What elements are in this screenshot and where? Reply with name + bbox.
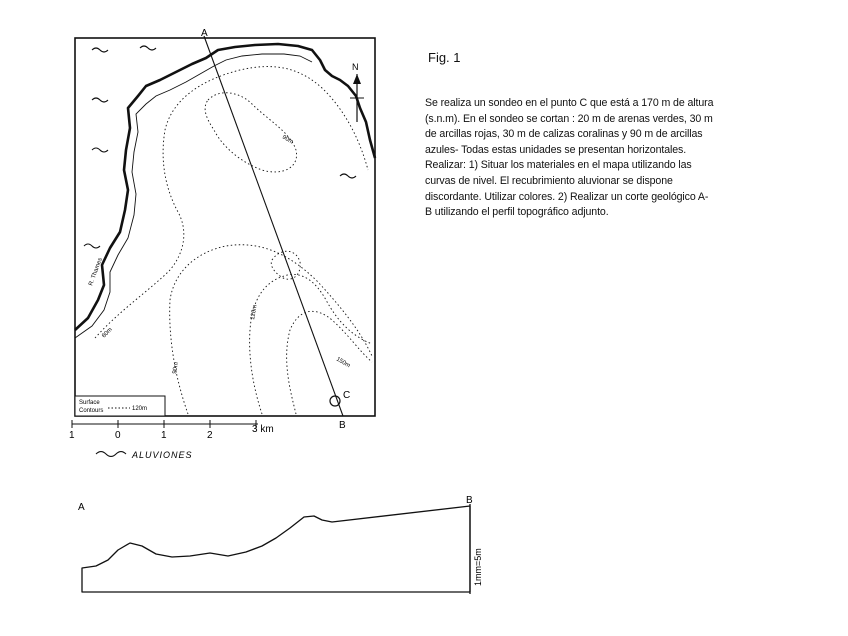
contour-label: 90m [172, 361, 180, 375]
profile-label-a: A [78, 502, 85, 513]
scale-tick: 1 [161, 430, 167, 441]
problem-statement [425, 96, 785, 221]
scale-tick: 2 [207, 430, 213, 441]
contour-label: 150m [335, 356, 352, 370]
contour-label: 90m [281, 134, 295, 146]
north-label: N [352, 62, 359, 72]
profile-label-b: B [466, 495, 473, 506]
statement-line: azules- Todas estas unidades se presentan horizontales. [425, 143, 687, 156]
legend-value: 120m [132, 406, 148, 412]
river-boundary [75, 44, 375, 330]
alluvium-legend-label: ALUVIONES [132, 450, 193, 460]
statement-line: (s.n.m). En el sondeo se cortan : 20 m de arenas verdes, 30 m [425, 112, 713, 125]
borehole-marker [330, 396, 340, 406]
figure-title: Fig. 1 [428, 50, 461, 65]
statement-line: Realizar: 1) Situar los materiales en el mapa utilizando las [425, 159, 692, 172]
river-label: R. Thames [88, 257, 104, 287]
contour-label: 60m [101, 326, 114, 340]
legend-line1: Surface [79, 400, 100, 406]
statement-line: Se realiza un sondeo en el punto C que está a 170 m de altura [425, 97, 714, 109]
topographic-profile [82, 506, 470, 592]
section-label-b: B [339, 420, 346, 431]
section-line-ab [204, 36, 343, 416]
statement-line: curvas de nivel. El recubrimiento aluvionar se dispone [425, 174, 673, 187]
river-inner-bank [75, 54, 312, 338]
scale-tick: 0 [115, 430, 121, 441]
section-label-a: A [201, 28, 208, 39]
borehole-label: C [343, 390, 351, 401]
scale-bar [72, 420, 258, 428]
contour-label: 120m [250, 304, 259, 321]
statement-line: discordante. Utilizar colores. 2) Realizar un corte geológico A- [425, 190, 709, 203]
legend-line2: Contours [79, 408, 104, 414]
statement-line: de arcillas rojas, 30 m de calizas coralinas y 90 m de arcillas [425, 128, 703, 141]
statement-line: B utilizando el perfil topográfico adjunto. [425, 206, 609, 219]
scale-tick: 1 [69, 430, 75, 441]
alluvium-legend-symbol [96, 452, 126, 457]
profile-vertical-scale: 1mm=5m [473, 548, 483, 586]
scale-tick: 3 km [252, 424, 274, 435]
